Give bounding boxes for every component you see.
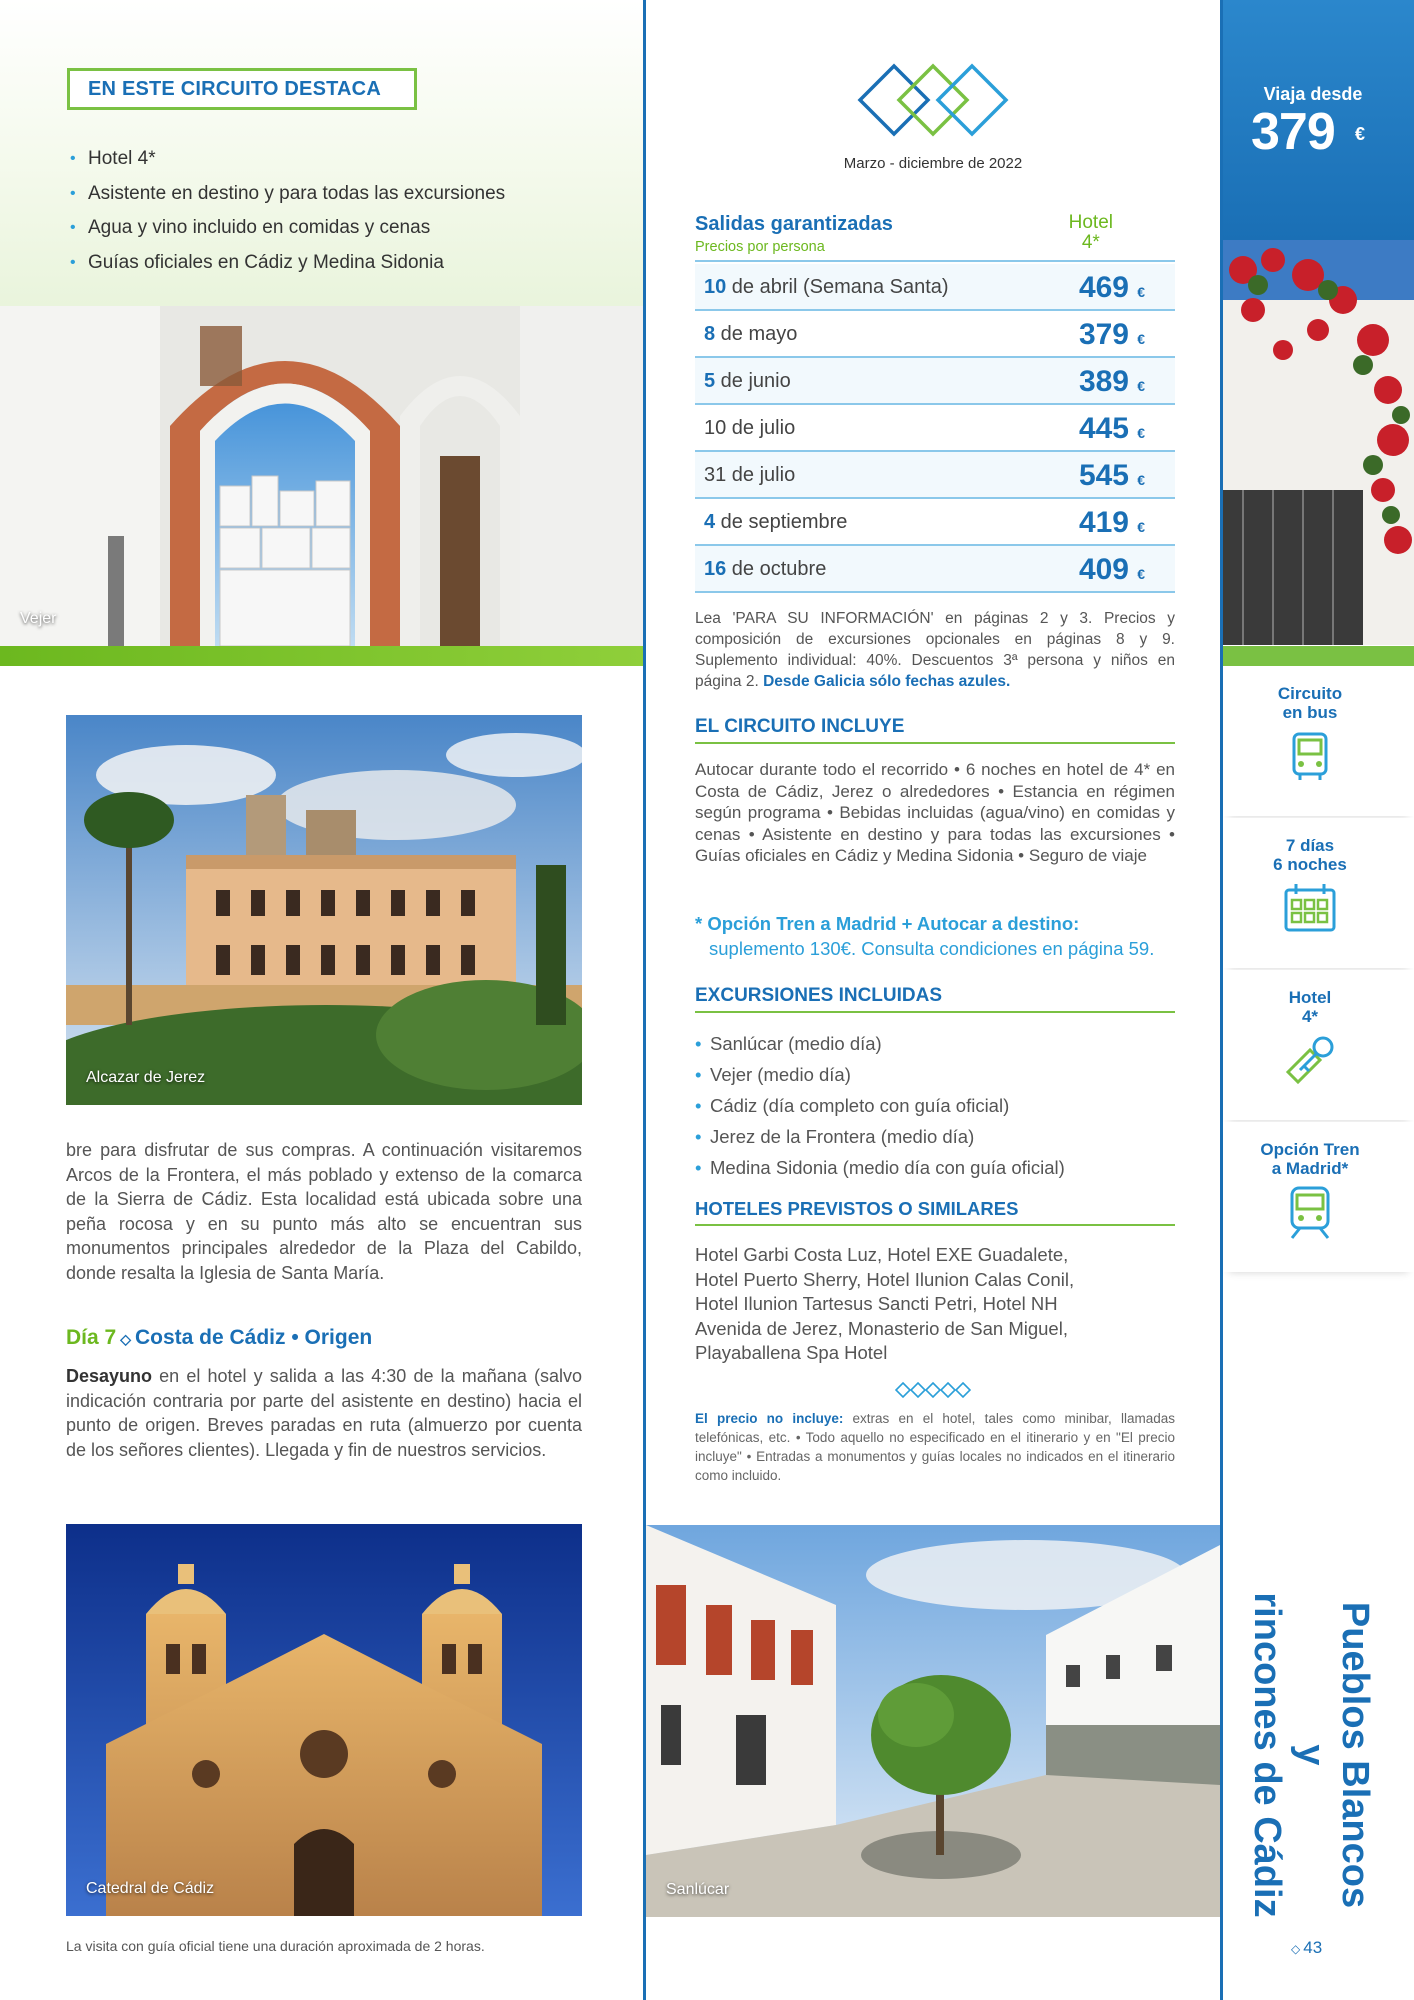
flowers-illustration <box>1223 240 1414 645</box>
hotel-column-header <box>1069 213 1113 253</box>
feature-label-line: 6 noches <box>1273 855 1347 874</box>
departure-day: 10 <box>704 276 727 298</box>
currency-symbol: € <box>1137 472 1145 488</box>
currency-symbol: € <box>1137 566 1145 582</box>
day7-body: en el hotel y salida a las 4:30 de la mañana (salvo indicación contraria por parte del asistente en destino) hacia el punto de origen. Breves paradas en ruta (almuerzo por cuenta de los señores clientes). Llegada y fin de nuestros servicios. <box>66 1366 582 1460</box>
departure-price: 389 <box>1078 365 1129 398</box>
departure-row <box>695 499 1175 546</box>
footnote: La visita con guía oficial tiene una duración aproximada de 2 horas. <box>66 1938 485 1954</box>
highlight-item: • Agua y vino incluido en comidas y cenas <box>70 211 505 246</box>
photo-caption: Vejer <box>20 610 57 627</box>
not-included-text: extras en el hotel, tales como minibar, llamadas telefónicas, etc. • Todo aquello no especificado en el itinerario y en "El precio incluye" • Entradas a monumentos y guías locales no indicados en el itinerario como incluido. <box>695 1411 1176 1483</box>
price-value: 379 <box>1251 103 1335 161</box>
photo-caption: Alcazar de Jerez <box>86 1069 206 1086</box>
calendar-icon <box>1280 880 1340 936</box>
feature-label-line: Hotel <box>1288 988 1332 1007</box>
departure-date <box>704 276 949 299</box>
diamond-icon: ◇ <box>1291 1942 1301 1956</box>
departure-row <box>695 358 1175 405</box>
middle-column <box>646 0 1220 2000</box>
alcazar-illustration <box>66 715 582 1105</box>
info-highlight: Desde Galicia sólo fechas azules. <box>763 673 1011 690</box>
departure-row <box>695 405 1175 452</box>
hotel-line: Hotel Garbi Costa Luz, Hotel EXE Guadalete, <box>695 1244 1069 1265</box>
departures-subtitle: Precios por persona <box>695 239 825 255</box>
departure-date <box>704 323 797 346</box>
photo-sanlucar <box>646 1525 1220 1917</box>
departure-day: 16 <box>704 558 727 580</box>
train-option <box>695 911 1175 961</box>
right-sidebar <box>1223 0 1414 2000</box>
green-band <box>1223 646 1414 666</box>
train-icon <box>1280 1184 1340 1240</box>
excursion-item: • Cádiz (día completo con guía oficial) <box>695 1090 1065 1121</box>
highlight-item: • Hotel 4* <box>70 142 505 177</box>
hotel-line: Playaballena Spa Hotel <box>695 1342 888 1363</box>
feature-label <box>1223 684 1397 722</box>
bus-icon <box>1280 728 1340 784</box>
excursion-item: • Vejer (medio día) <box>695 1059 1065 1090</box>
hotel-line: Avenida de Jerez, Monasterio de San Miguel, <box>695 1317 1068 1339</box>
feature-label-line: en bus <box>1282 703 1338 722</box>
departure-month: de mayo <box>715 323 798 345</box>
not-included-note <box>695 1409 1175 1485</box>
currency-symbol: € <box>1137 425 1145 441</box>
vertical-title <box>1246 1592 1377 1918</box>
departure-month: de abril (Semana Santa) <box>726 276 949 298</box>
departure-day: 4 <box>704 511 716 533</box>
excursion-item: • Sanlúcar (medio día) <box>695 1028 1065 1059</box>
day7-text <box>66 1364 582 1462</box>
photo-vejer <box>0 306 643 646</box>
departure-month: de julio <box>726 464 796 486</box>
train-option-title: * Opción Tren a Madrid + Autocar a destino: <box>695 913 1080 934</box>
feature-label <box>1223 1140 1397 1178</box>
vertical-title-text <box>1246 1592 1377 1918</box>
departure-row <box>695 452 1175 499</box>
departures-title: Salidas garantizadas <box>695 213 893 235</box>
left-column <box>0 0 643 2000</box>
green-band <box>0 646 643 666</box>
hotels-heading: HOTELES PREVISTOS O SIMILARES <box>695 1198 1175 1226</box>
currency-symbol: € <box>1137 519 1145 535</box>
hotels-list <box>695 1243 1175 1366</box>
departure-month: de septiembre <box>715 511 848 533</box>
includes-heading: EL CIRCUITO INCLUYE <box>695 716 1175 744</box>
excursions-heading: EXCURSIONES INCLUIDAS <box>695 985 1175 1013</box>
departure-day: 8 <box>704 323 716 345</box>
not-included-label: El precio no incluye: <box>695 1411 844 1426</box>
photo-alcazar <box>66 715 582 1105</box>
title-line: Pueblos Blancos y <box>1290 1601 1376 1909</box>
season-dates: Marzo - diciembre de 2022 <box>843 155 1023 172</box>
feature-train <box>1223 1122 1414 1272</box>
departure-date <box>704 370 791 393</box>
feature-days <box>1223 818 1414 968</box>
diamonds-logo-icon <box>856 62 1010 138</box>
departure-month: de junio <box>715 370 791 392</box>
departure-date <box>704 464 795 487</box>
departure-price: 409 <box>1078 553 1129 586</box>
departure-date <box>704 511 847 534</box>
small-diamonds-icon <box>895 1382 971 1398</box>
sanlucar-illustration <box>646 1525 1220 1917</box>
departure-price: 379 <box>1078 318 1129 351</box>
diamond-icon: ◇ <box>120 1331 131 1347</box>
departure-date <box>704 417 795 440</box>
includes-text: Autocar durante todo el recorrido • 6 noches en hotel de 4* en Costa de Cádiz, Jerez o alrededores • Estancia en régimen según programa • Bebidas incluidas (agua/vino) en comidas y cenas • Asistente en destino y para todas las excursiones • Guías oficiales en Cádiz y Medina Sidonia • Seguro de viaje <box>695 760 1175 865</box>
highlight-item: • Guías oficiales en Cádiz y Medina Sidonia <box>70 246 505 281</box>
highlights-title: EN ESTE CIRCUITO DESTACA <box>67 68 417 110</box>
departure-day: 10 <box>704 417 727 439</box>
photo-caption: Sanlúcar <box>666 1881 730 1898</box>
catedral-illustration <box>66 1524 582 1916</box>
currency-symbol: € <box>1137 284 1145 300</box>
itinerary-text: bre para disfrutar de sus compras. A continuación visitaremos Arcos de la Frontera, el más poblado y extenso de la comarca de la Sierra de Cádiz. Esta localidad está ubicada sobre una peña rocosa y en su punto más alto se encuentran sus monumentos principales alrededor de la Plaza del Cabildo, donde resalta la Iglesia de Santa María. <box>66 1140 582 1283</box>
departure-day: 5 <box>704 370 716 392</box>
feature-label-line: Circuito <box>1277 684 1343 703</box>
photo-caption: Catedral de Cádiz <box>86 1880 215 1897</box>
photo-catedral <box>66 1524 582 1916</box>
highlight-item: • Asistente en destino y para todas las excursiones <box>70 177 505 212</box>
currency-symbol: € <box>1137 378 1145 394</box>
departure-price: 469 <box>1078 271 1129 304</box>
photo-flowers <box>1223 240 1414 645</box>
train-option-desc: suplemento 130€. Consulta condiciones en página 59. <box>709 938 1155 959</box>
title-line: rincones de Cádiz <box>1246 1592 1288 1918</box>
hotel-key-icon <box>1280 1032 1340 1088</box>
feature-label-line: 7 días <box>1285 836 1335 855</box>
departure-row <box>695 264 1175 311</box>
hotel-header-stars: 4* <box>1081 232 1100 253</box>
price-label: Viaja desde <box>1263 84 1363 104</box>
day7-lead: Desayuno <box>66 1366 153 1386</box>
page-number <box>1291 1938 1322 1958</box>
price-currency: € <box>1355 124 1366 144</box>
currency-symbol: € <box>1137 331 1145 347</box>
hotel-line: Hotel Puerto Sherry, Hotel Ilunion Calas Conil, <box>695 1268 1075 1290</box>
hotel-header-label: Hotel <box>1068 212 1113 233</box>
feature-label-line: a Madrid* <box>1271 1159 1349 1178</box>
day-number: Día 7 <box>66 1326 117 1349</box>
highlights-panel <box>0 0 643 306</box>
info-text: Lea 'PARA SU INFORMACIÓN' en páginas 2 y 3. Precios y composición de excursiones opcionales en páginas 8 y 9. Suplemento individual: 40%. Descuentos 3ª persona y niños en página 2. <box>695 610 1175 690</box>
feature-label-line: 4* <box>1301 1007 1319 1026</box>
excursions-list <box>695 1028 1065 1183</box>
hotel-line: Hotel Ilunion Tartesus Sancti Petri, Hotel NH <box>695 1293 1058 1314</box>
departures-table <box>695 264 1175 593</box>
departures-header <box>695 213 1175 262</box>
departure-row <box>695 546 1175 593</box>
feature-hotel <box>1223 970 1414 1120</box>
departure-date <box>704 558 826 581</box>
excursion-item: • Jerez de la Frontera (medio día) <box>695 1121 1065 1152</box>
departure-price: 445 <box>1078 412 1129 445</box>
feature-label <box>1223 988 1397 1026</box>
departure-month: de julio <box>726 417 796 439</box>
departure-row <box>695 311 1175 358</box>
day-title: Costa de Cádiz • Origen <box>134 1326 373 1349</box>
price-box <box>1223 0 1414 240</box>
highlights-list <box>70 142 505 280</box>
feature-label <box>1223 836 1397 874</box>
departure-price: 419 <box>1078 506 1129 539</box>
page-number-value: 43 <box>1303 1938 1323 1957</box>
departure-price: 545 <box>1078 459 1129 492</box>
feature-bus <box>1223 666 1414 816</box>
departure-day: 31 <box>704 464 727 486</box>
vejer-illustration <box>0 306 643 646</box>
excursion-item: • Medina Sidonia (medio día con guía oficial) <box>695 1152 1065 1183</box>
departures-info <box>695 608 1175 692</box>
day7-heading <box>66 1326 372 1350</box>
feature-label-line: Opción Tren <box>1260 1140 1360 1159</box>
departure-month: de octubre <box>726 558 827 580</box>
